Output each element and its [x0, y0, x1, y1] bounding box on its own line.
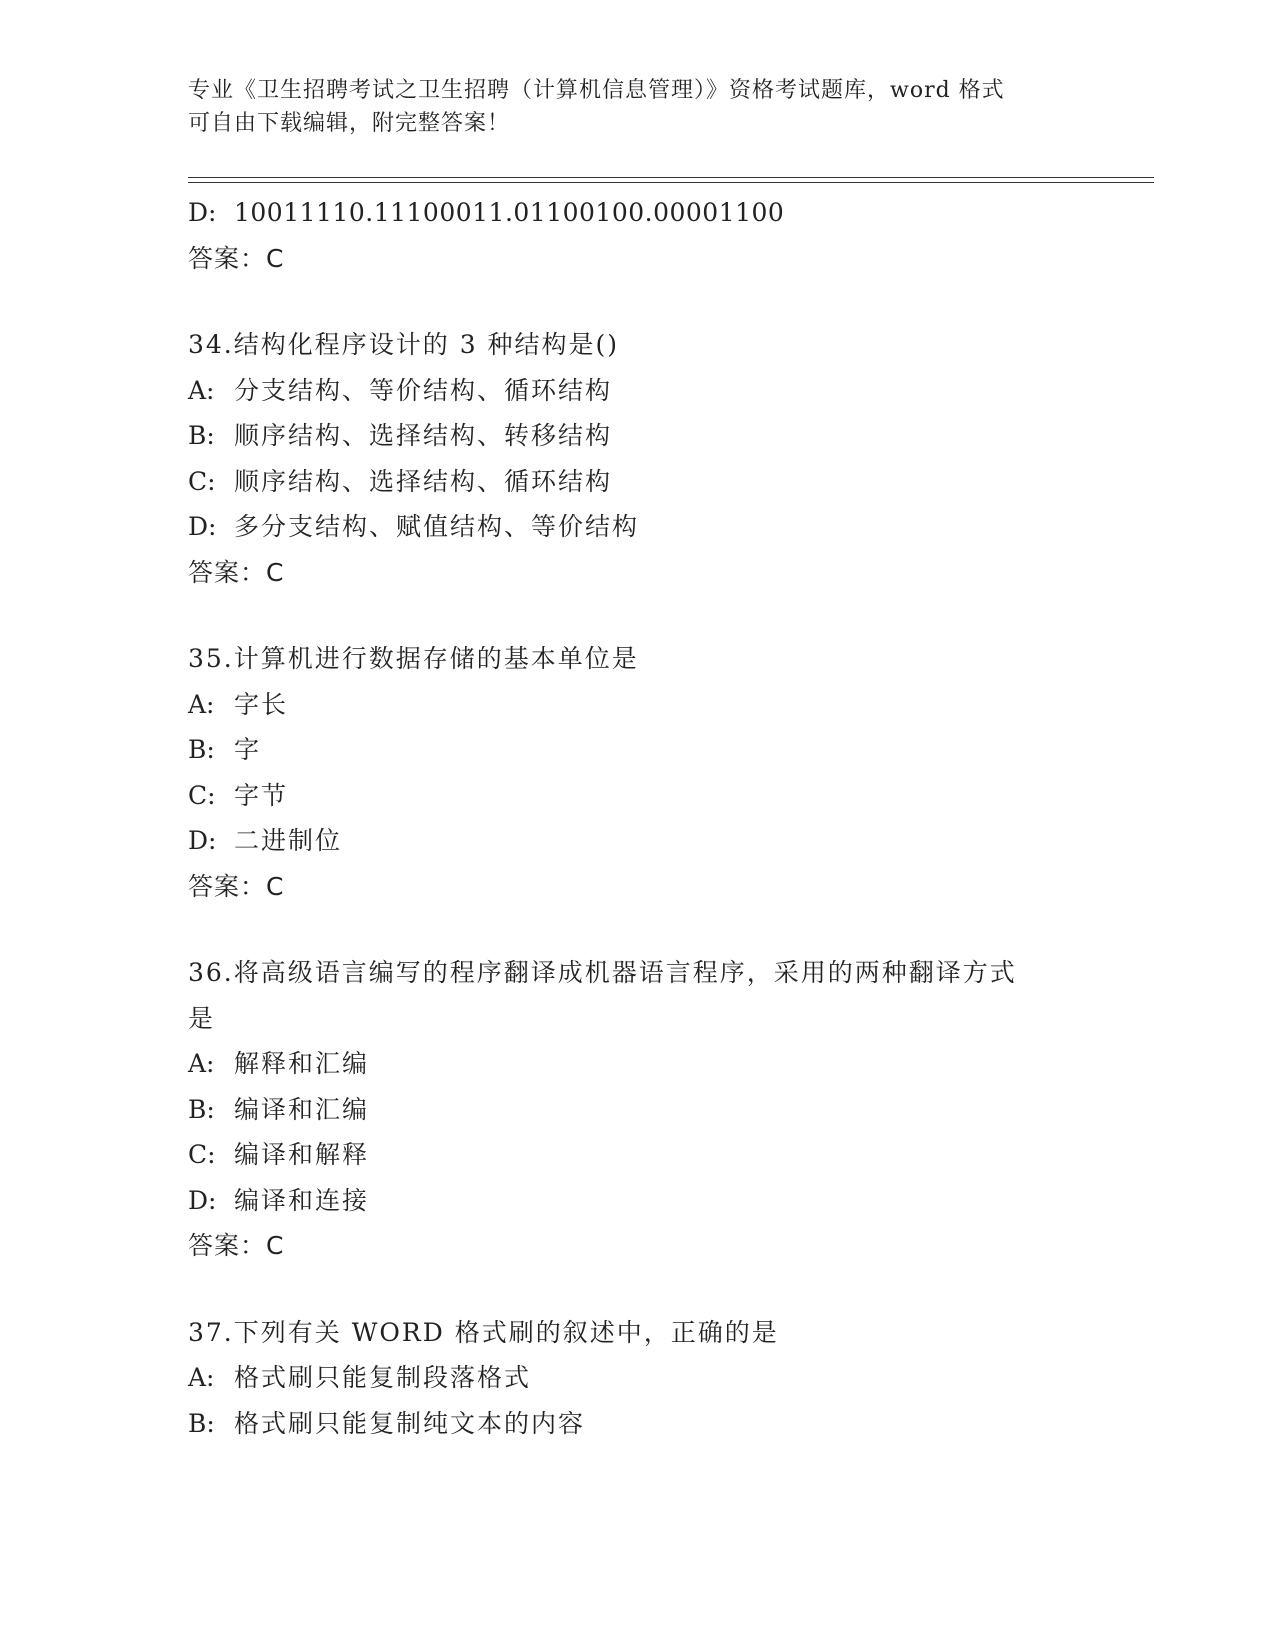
option-text: 10011110.11100011.01100100.00001100 [234, 198, 785, 227]
header-line-2: 可自由下载编辑，附完整答案！ [188, 111, 511, 136]
option-text: 多分支结构、赋值结构、等价结构 [234, 512, 640, 541]
option-text: 字长 [234, 689, 289, 719]
question-content [188, 190, 1088, 1446]
option-text: 顺序结构、选择结构、循环结构 [234, 466, 613, 496]
option-text: 编译和解释 [234, 1140, 370, 1169]
question-35-option-a [188, 682, 1088, 728]
question-37-option-b [188, 1401, 1088, 1447]
question-36-option-c [188, 1132, 1088, 1178]
option-text: 解释和汇编 [234, 1049, 370, 1078]
question-35-option-b [188, 727, 1088, 773]
option-d [188, 190, 1088, 236]
option-text: 字节 [234, 780, 289, 810]
option-letter: B: [188, 421, 215, 450]
header-line-1: 专业《卫生招聘考试之卫生招聘（计算机信息管理）》资格考试题库，word 格式 [188, 78, 1005, 103]
option-letter: A: [188, 375, 215, 405]
question-36-option-b [188, 1087, 1088, 1133]
question-36-title-line-2: 是 [188, 1003, 216, 1033]
question-34-option-a [188, 368, 1088, 414]
option-letter: A: [188, 689, 215, 719]
question-36-title-line-1: 36.将高级语言编写的程序翻译成机器语言程序，采用的两种翻译方式 [188, 958, 1017, 987]
option-letter: A: [188, 1049, 215, 1078]
option-text: 编译和连接 [234, 1185, 370, 1215]
question-36-option-d [188, 1178, 1088, 1224]
option-text: 二进制位 [234, 826, 343, 855]
option-letter: D: [188, 512, 217, 541]
header-divider-bottom [188, 182, 1154, 183]
option-letter: D: [188, 198, 217, 227]
option-letter: B: [188, 1094, 215, 1124]
question-37-title: 37.下列有关 WORD 格式刷的叙述中，正确的是 [188, 1317, 779, 1347]
option-text: 格式刷只能复制段落格式 [234, 1363, 532, 1392]
header-divider-top [188, 177, 1154, 178]
question-35-option-c [188, 773, 1088, 819]
option-letter: C: [188, 466, 216, 496]
option-text: 格式刷只能复制纯文本的内容 [234, 1408, 586, 1438]
option-letter: C: [188, 1140, 216, 1169]
question-34-option-d [188, 504, 1088, 550]
question-36-answer: 答案：C [188, 1231, 285, 1260]
question-34-option-b [188, 413, 1088, 459]
option-letter: B: [188, 1408, 215, 1438]
document-header [188, 74, 1088, 140]
option-letter: D: [188, 826, 217, 855]
option-letter: C: [188, 780, 216, 810]
option-text: 顺序结构、选择结构、转移结构 [234, 421, 613, 450]
question-34-title: 34.结构化程序设计的 3 种结构是() [188, 330, 620, 359]
option-text: 编译和汇编 [234, 1094, 370, 1124]
option-text: 字 [234, 735, 262, 764]
question-35-answer: 答案：C [188, 871, 285, 901]
option-letter: D: [188, 1185, 217, 1215]
question-36-option-a [188, 1041, 1088, 1087]
question-34-option-c [188, 459, 1088, 505]
option-text: 分支结构、等价结构、循环结构 [234, 375, 613, 405]
option-letter: B: [188, 735, 215, 764]
question-37-option-a [188, 1355, 1088, 1401]
option-letter: A: [188, 1363, 215, 1392]
question-35-option-d [188, 818, 1088, 864]
question-34-answer: 答案：C [188, 557, 285, 587]
question-35-title: 35.计算机进行数据存储的基本单位是 [188, 644, 639, 673]
answer-line: 答案：C [188, 243, 285, 273]
